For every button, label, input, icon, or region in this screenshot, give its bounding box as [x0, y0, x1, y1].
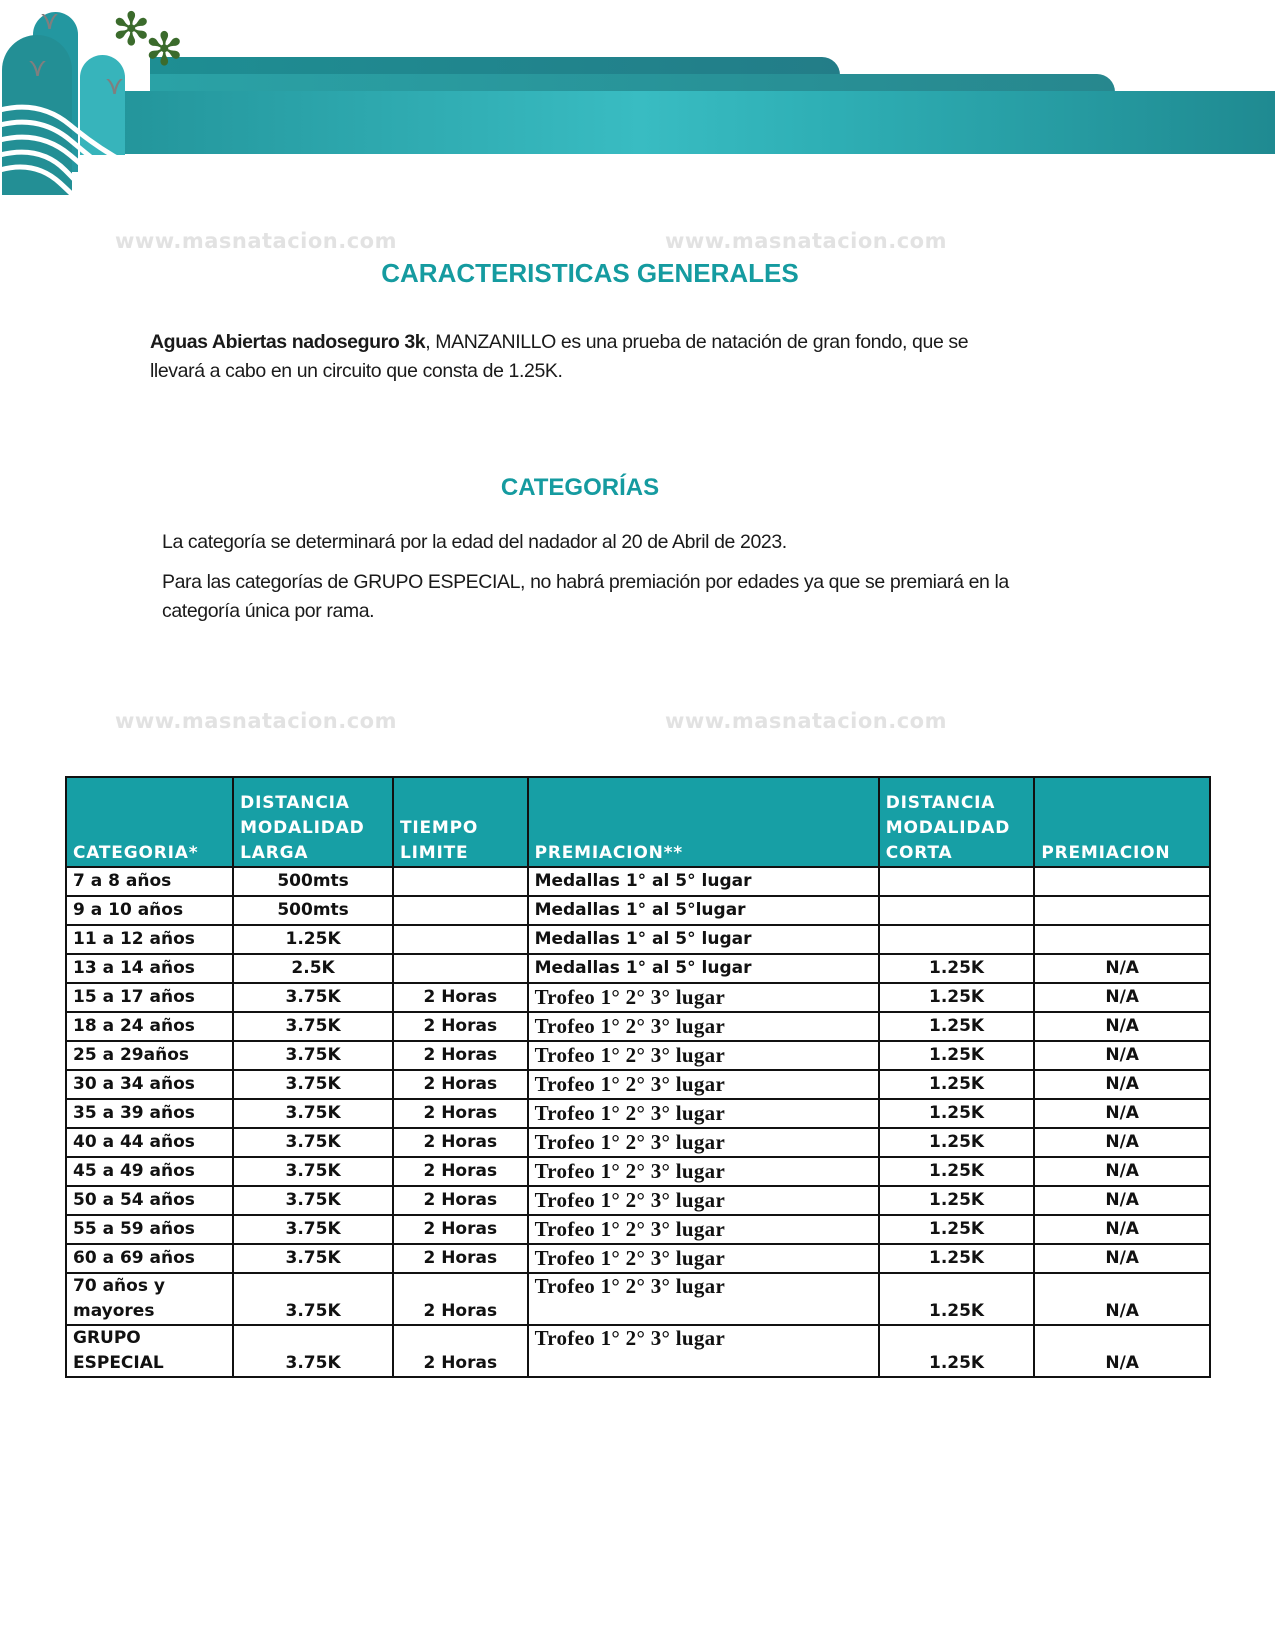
table-row: [66, 1273, 1210, 1325]
table-row: [66, 1099, 1210, 1128]
watermark: www.masnatacion.com: [665, 229, 947, 253]
cell-premiacion-corta: N/A: [1034, 1244, 1210, 1273]
table-row: [66, 1157, 1210, 1186]
cell-premiacion-corta: N/A: [1034, 1012, 1210, 1041]
cell-distancia-corta: 1.25K: [879, 1325, 1035, 1377]
cell-distancia-corta: [879, 867, 1035, 896]
cell-categoria: 50 a 54 años: [66, 1186, 233, 1215]
cell-distancia-corta: 1.25K: [879, 954, 1035, 983]
header-line: LIMITE: [399, 843, 469, 863]
cell-distancia-corta: 1.25K: [879, 1099, 1035, 1128]
cell-distancia-corta: 1.25K: [879, 1215, 1035, 1244]
cell-premiacion: Medallas 1° al 5°lugar: [528, 896, 879, 925]
cell-distancia-corta: [879, 925, 1035, 954]
intro-paragraph: [150, 328, 1150, 386]
header-categoria: CATEGORIA*: [66, 777, 233, 867]
cell-premiacion: Medallas 1° al 5° lugar: [528, 867, 879, 896]
header-line: DISTANCIA: [885, 793, 996, 813]
cell-premiacion-corta: N/A: [1034, 1325, 1210, 1377]
categories-paragraph-1: La categoría se determinará por la edad del nadador al 20 de Abril de 2023.: [162, 531, 787, 553]
cell-tiempo-limite: 2 Horas: [393, 983, 528, 1012]
paragraph-line: categoría única por rama.: [162, 600, 375, 622]
cell-distancia-larga: 500mts: [233, 896, 393, 925]
header-line: CORTA: [885, 843, 953, 863]
cell-tiempo-limite: [393, 896, 528, 925]
cell-line: 70 años y: [73, 1276, 165, 1296]
header-line: MODALIDAD: [240, 818, 365, 838]
table-row: [66, 867, 1210, 896]
header-tiempo-limite: [393, 777, 528, 867]
cell-distancia-larga: 3.75K: [233, 1325, 393, 1377]
cell-premiacion: Medallas 1° al 5° lugar: [528, 954, 879, 983]
cell-distancia-corta: 1.25K: [879, 1012, 1035, 1041]
watermark: www.masnatacion.com: [665, 709, 947, 733]
cell-categoria: 13 a 14 años: [66, 954, 233, 983]
cell-tiempo-limite: 2 Horas: [393, 1157, 528, 1186]
cell-categoria: 18 a 24 años: [66, 1012, 233, 1041]
cell-categoria: [66, 1325, 233, 1377]
table-row: [66, 983, 1210, 1012]
cell-premiacion-corta: N/A: [1034, 1070, 1210, 1099]
cell-distancia-larga: 3.75K: [233, 1099, 393, 1128]
cell-premiacion-corta: N/A: [1034, 1041, 1210, 1070]
watermark: www.masnatacion.com: [115, 709, 397, 733]
header-line: TIEMPO: [399, 818, 479, 838]
intro-bold: Aguas Abiertas nadoseguro 3k: [150, 331, 426, 353]
cell-distancia-corta: 1.25K: [879, 1070, 1035, 1099]
seagull-icon: ⋎: [105, 70, 125, 100]
cell-tiempo-limite: [393, 954, 528, 983]
table-row: [66, 1041, 1210, 1070]
cell-distancia-larga: 3.75K: [233, 1157, 393, 1186]
cell-premiacion: Trofeo 1° 2° 3° lugar: [528, 1215, 879, 1244]
cell-premiacion: Trofeo 1° 2° 3° lugar: [528, 1041, 879, 1070]
cell-premiacion: Trofeo 1° 2° 3° lugar: [528, 1157, 879, 1186]
header-distancia-larga: [233, 777, 393, 867]
cell-distancia-corta: 1.25K: [879, 1041, 1035, 1070]
cell-tiempo-limite: 2 Horas: [393, 1244, 528, 1273]
cell-tiempo-limite: 2 Horas: [393, 1099, 528, 1128]
cell-categoria: 45 a 49 años: [66, 1157, 233, 1186]
cell-premiacion-corta: N/A: [1034, 1128, 1210, 1157]
cell-distancia-larga: 2.5K: [233, 954, 393, 983]
watermark: www.masnatacion.com: [115, 229, 397, 253]
cell-tiempo-limite: 2 Horas: [393, 1215, 528, 1244]
cell-tiempo-limite: 2 Horas: [393, 1070, 528, 1099]
cell-categoria: 30 a 34 años: [66, 1070, 233, 1099]
cell-categoria: 60 a 69 años: [66, 1244, 233, 1273]
cell-distancia-corta: [879, 896, 1035, 925]
cell-line: ESPECIAL: [73, 1353, 164, 1373]
cell-categoria: 55 a 59 años: [66, 1215, 233, 1244]
cell-distancia-corta: 1.25K: [879, 1157, 1035, 1186]
header-premiacion-corta: PREMIACION: [1034, 777, 1210, 867]
cell-premiacion: Trofeo 1° 2° 3° lugar: [528, 1099, 879, 1128]
cell-distancia-larga: 1.25K: [233, 925, 393, 954]
header-line: MODALIDAD: [885, 818, 1011, 838]
cell-premiacion: Trofeo 1° 2° 3° lugar: [528, 1244, 879, 1273]
cell-tiempo-limite: 2 Horas: [393, 1273, 528, 1325]
table-row: [66, 1012, 1210, 1041]
cell-categoria: 9 a 10 años: [66, 896, 233, 925]
section-title-general: CARACTERISTICAS GENERALES: [381, 258, 799, 288]
cell-categoria: 15 a 17 años: [66, 983, 233, 1012]
cell-premiacion: Trofeo 1° 2° 3° lugar: [528, 1273, 879, 1325]
table-row: [66, 1070, 1210, 1099]
table-row: [66, 1128, 1210, 1157]
section-title-categories: CATEGORÍAS: [500, 474, 660, 501]
cell-categoria: 11 a 12 años: [66, 925, 233, 954]
waves-icon: [0, 95, 130, 205]
banner-band: [120, 91, 1275, 154]
cell-tiempo-limite: 2 Horas: [393, 1012, 528, 1041]
cell-tiempo-limite: 2 Horas: [393, 1325, 528, 1377]
cell-premiacion-corta: N/A: [1034, 983, 1210, 1012]
cell-line: GRUPO: [73, 1328, 141, 1348]
palm-tree-icon: ✻: [112, 3, 151, 55]
cell-distancia-larga: 3.75K: [233, 1244, 393, 1273]
cell-distancia-corta: 1.25K: [879, 1128, 1035, 1157]
intro-line-2: llevará a cabo en un circuito que consta de 1.25K.: [150, 360, 563, 382]
cell-distancia-larga: 3.75K: [233, 1273, 393, 1325]
palm-tree-icon: ✻: [145, 23, 184, 75]
cell-premiacion-corta: [1034, 867, 1210, 896]
table-row: [66, 1186, 1210, 1215]
cell-distancia-larga: 3.75K: [233, 1186, 393, 1215]
cell-tiempo-limite: 2 Horas: [393, 1128, 528, 1157]
cell-premiacion-corta: N/A: [1034, 1157, 1210, 1186]
cell-premiacion-corta: N/A: [1034, 1215, 1210, 1244]
cell-distancia-larga: 3.75K: [233, 1128, 393, 1157]
cell-premiacion: Trofeo 1° 2° 3° lugar: [528, 1128, 879, 1157]
cell-categoria: 25 a 29años: [66, 1041, 233, 1070]
categories-table: [65, 776, 1211, 1378]
table-header-row: [66, 777, 1210, 867]
categories-paragraph-2: [162, 568, 1162, 626]
table-row: [66, 1215, 1210, 1244]
table-row: [66, 896, 1210, 925]
header-distancia-corta: [879, 777, 1035, 867]
cell-categoria: [66, 1273, 233, 1325]
cell-line: mayores: [73, 1301, 155, 1321]
header-line: DISTANCIA: [240, 793, 350, 813]
table-body: [66, 867, 1210, 1377]
header-line: LARGA: [240, 843, 309, 863]
cell-categoria: 35 a 39 años: [66, 1099, 233, 1128]
cell-premiacion-corta: [1034, 925, 1210, 954]
cell-distancia-larga: 3.75K: [233, 983, 393, 1012]
cell-tiempo-limite: 2 Horas: [393, 1041, 528, 1070]
cell-premiacion-corta: N/A: [1034, 954, 1210, 983]
table-row: [66, 954, 1210, 983]
cell-premiacion-corta: N/A: [1034, 1099, 1210, 1128]
header-banner: [0, 0, 1275, 210]
cell-premiacion-corta: [1034, 896, 1210, 925]
cell-distancia-larga: 3.75K: [233, 1041, 393, 1070]
cell-distancia-larga: 3.75K: [233, 1215, 393, 1244]
cell-tiempo-limite: [393, 867, 528, 896]
seagull-icon: ⋎: [40, 5, 60, 35]
cell-distancia-corta: 1.25K: [879, 1273, 1035, 1325]
intro-rest: , MANZANILLO es una prueba de natación de gran fondo, que se: [425, 331, 969, 353]
cell-distancia-larga: 3.75K: [233, 1070, 393, 1099]
cell-tiempo-limite: [393, 925, 528, 954]
cell-premiacion: Trofeo 1° 2° 3° lugar: [528, 983, 879, 1012]
cell-premiacion: Medallas 1° al 5° lugar: [528, 925, 879, 954]
cell-premiacion: Trofeo 1° 2° 3° lugar: [528, 1325, 879, 1377]
cell-categoria: 40 a 44 años: [66, 1128, 233, 1157]
header-premiacion: PREMIACION**: [528, 777, 879, 867]
cell-distancia-larga: 3.75K: [233, 1012, 393, 1041]
table-row: [66, 1325, 1210, 1377]
cell-premiacion-corta: N/A: [1034, 1273, 1210, 1325]
cell-categoria: 7 a 8 años: [66, 867, 233, 896]
cell-premiacion: Trofeo 1° 2° 3° lugar: [528, 1186, 879, 1215]
seagull-icon: ⋎: [28, 52, 48, 82]
paragraph-line: Para las categorías de GRUPO ESPECIAL, no habrá premiación por edades ya que se premiará en la: [162, 571, 1009, 593]
cell-tiempo-limite: 2 Horas: [393, 1186, 528, 1215]
cell-premiacion: Trofeo 1° 2° 3° lugar: [528, 1070, 879, 1099]
table-row: [66, 1244, 1210, 1273]
cell-distancia-corta: 1.25K: [879, 1244, 1035, 1273]
cell-distancia-larga: 500mts: [233, 867, 393, 896]
table-row: [66, 925, 1210, 954]
cell-distancia-corta: 1.25K: [879, 1186, 1035, 1215]
cell-premiacion-corta: N/A: [1034, 1186, 1210, 1215]
cell-premiacion: Trofeo 1° 2° 3° lugar: [528, 1012, 879, 1041]
intro-line-1: [150, 328, 1150, 357]
cell-distancia-corta: 1.25K: [879, 983, 1035, 1012]
